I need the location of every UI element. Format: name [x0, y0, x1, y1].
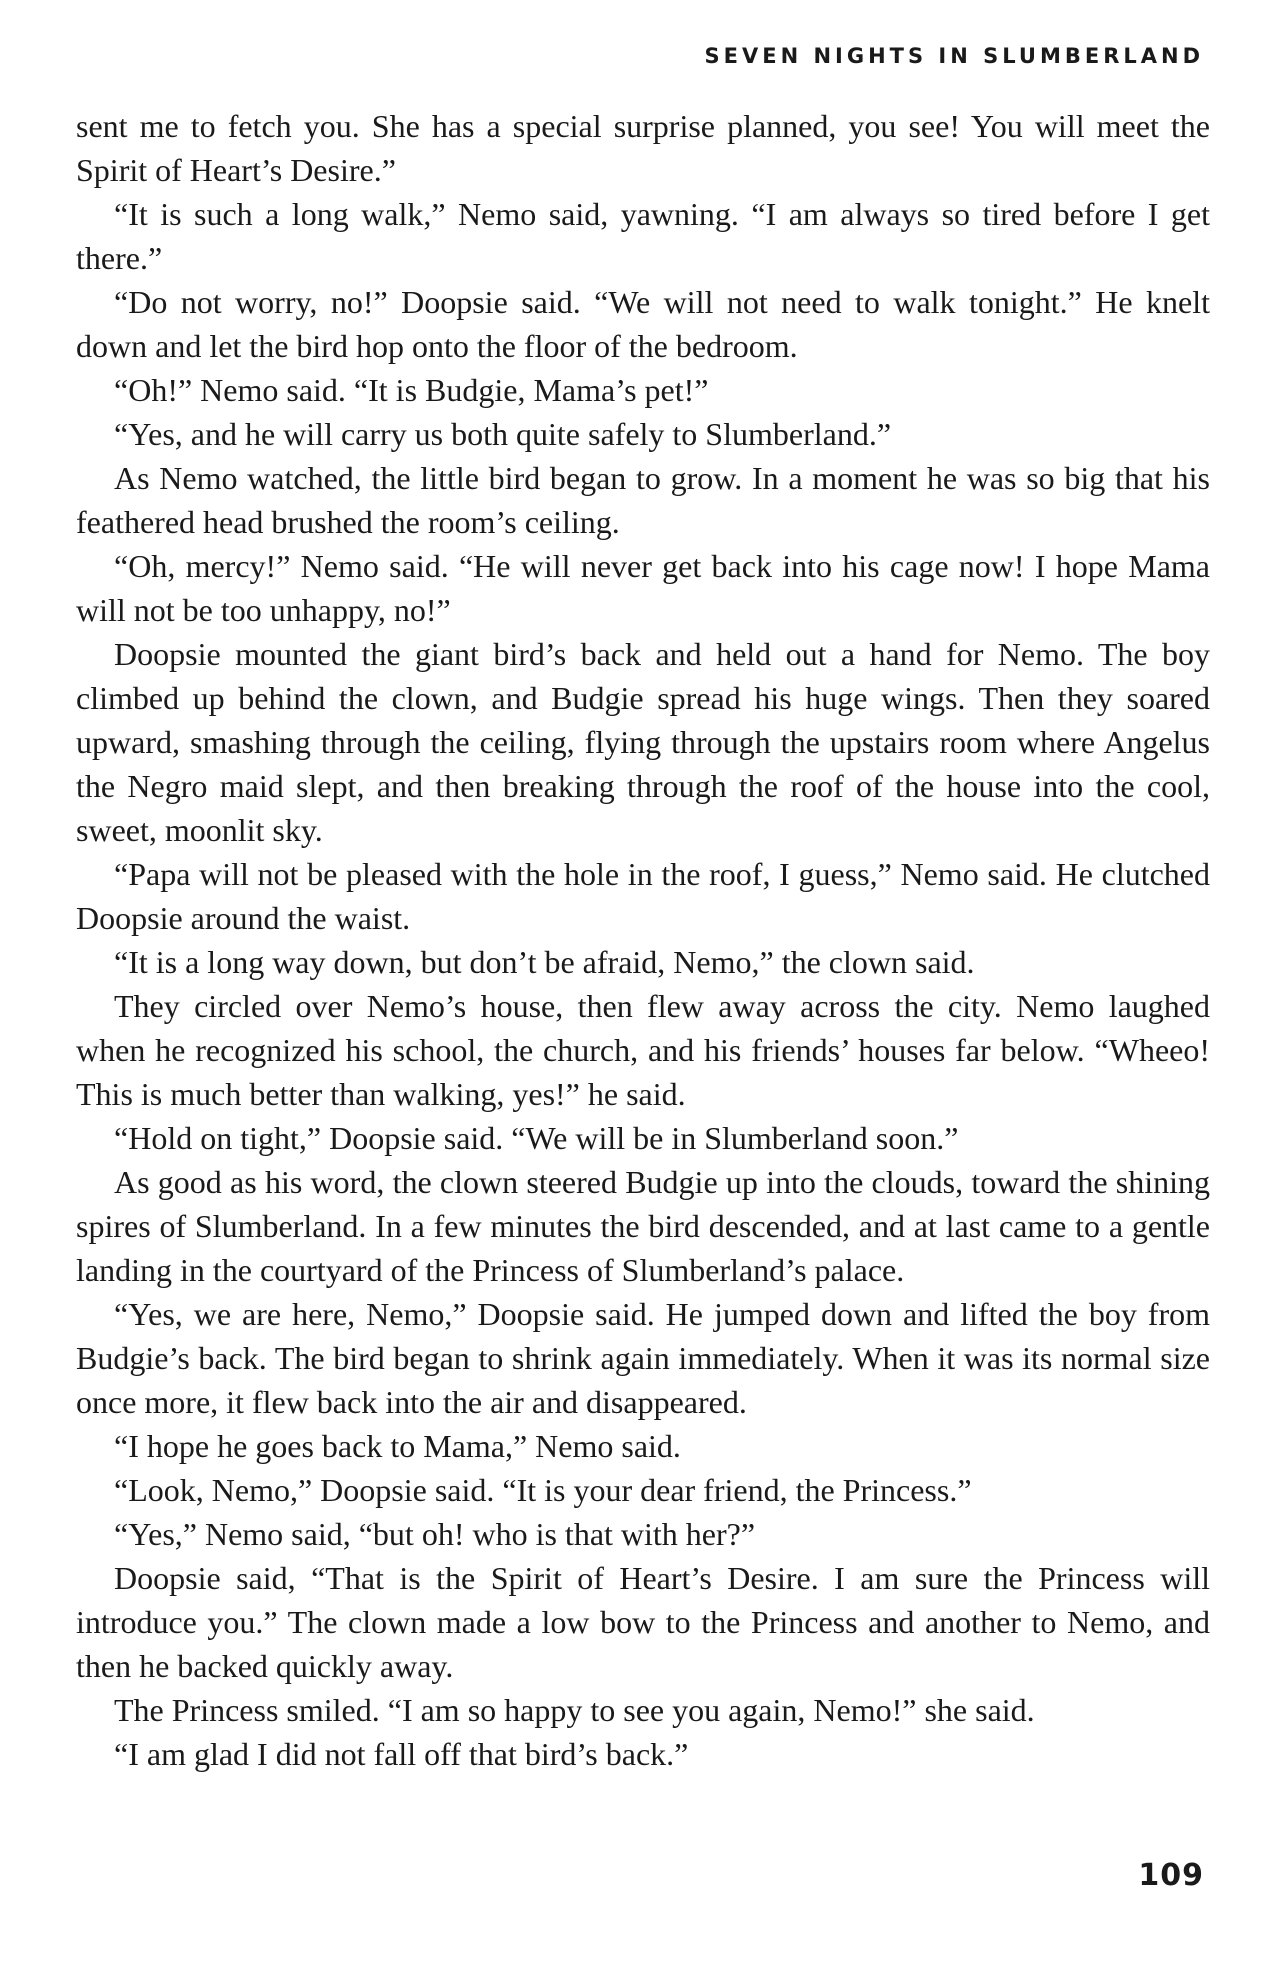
paragraph: “Yes, we are here, Nemo,” Doopsie said. He jumped down and lifted the boy from Budgie’s back. The bird began to shrink again immediately. When it was its normal size once more, it flew back into the air and disappeared.	[76, 1296, 1210, 1420]
paragraph: “I am glad I did not fall off that bird’s back.”	[114, 1736, 689, 1772]
paragraph: “Do not worry, no!” Doopsie said. “We will not need to walk tonight.” He knelt down and let the bird hop onto the floor of the bedroom.	[76, 284, 1210, 364]
paragraph: “I hope he goes back to Mama,” Nemo said.	[114, 1428, 681, 1464]
paragraph: “Yes,” Nemo said, “but oh! who is that with her?”	[114, 1516, 756, 1552]
paragraph: “Oh!” Nemo said. “It is Budgie, Mama’s pet!”	[114, 372, 709, 408]
paragraph: “It is a long way down, but don’t be afraid, Nemo,” the clown said.	[114, 944, 975, 980]
running-head: SEVEN NIGHTS IN SLUMBERLAND	[704, 44, 1204, 68]
paragraph: “Oh, mercy!” Nemo said. “He will never get back into his cage now! I hope Mama will not be too unhappy, no!”	[76, 548, 1210, 628]
paragraph: The Princess smiled. “I am so happy to see you again, Nemo!” she said.	[114, 1692, 1035, 1728]
paragraph: As good as his word, the clown steered Budgie up into the clouds, toward the shining spires of Slumberland. In a few minutes the bird descended, and at last came to a gentle landing in the courtyard of the Princess of Slumberland’s palace.	[76, 1164, 1210, 1288]
paragraph: “Yes, and he will carry us both quite safely to Slumberland.”	[114, 416, 892, 452]
paragraph: Doopsie said, “That is the Spirit of Heart’s Desire. I am sure the Princess will introduce you.” The clown made a low bow to the Princess and another to Nemo, and then he backed quickly away.	[76, 1560, 1210, 1684]
paragraph: “Hold on tight,” Doopsie said. “We will be in Slumberland soon.”	[114, 1120, 959, 1156]
paragraph: “It is such a long walk,” Nemo said, yawning. “I am always so tired before I get there.”	[76, 196, 1210, 276]
paragraph: “Papa will not be pleased with the hole in the roof, I guess,” Nemo said. He clutched Doopsie around the waist.	[76, 856, 1210, 936]
paragraph: As Nemo watched, the little bird began to grow. In a moment he was so big that his feathered head brushed the room’s ceiling.	[76, 460, 1210, 540]
paragraph: “Look, Nemo,” Doopsie said. “It is your dear friend, the Princess.”	[114, 1472, 972, 1508]
paragraph: They circled over Nemo’s house, then flew away across the city. Nemo laughed when he recognized his school, the church, and his friends’ houses far below. “Wheeo! This is much better than walking, yes!” he said.	[76, 988, 1210, 1112]
paragraph: sent me to fetch you. She has a special surprise planned, you see! You will meet the Spirit of Heart’s Desire.”	[76, 108, 1210, 188]
paragraph: Doopsie mounted the giant bird’s back and held out a hand for Nemo. The boy climbed up behind the clown, and Budgie spread his huge wings. Then they soared upward, smashing through the ceiling, flying through the upstairs room where Angelus the Negro maid slept, and then breaking through the roof of the house into the cool, sweet, moonlit sky.	[76, 636, 1210, 848]
body-text	[76, 104, 1210, 1776]
page-number: 109	[1138, 1858, 1204, 1893]
